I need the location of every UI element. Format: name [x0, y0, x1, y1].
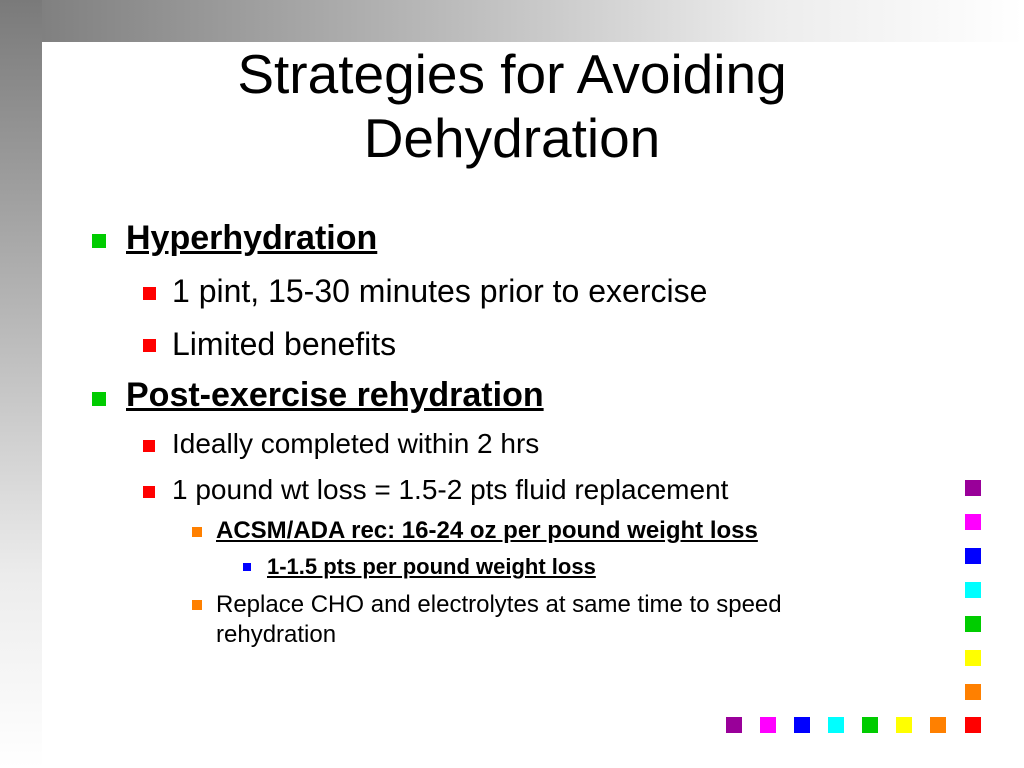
bullet-square-icon [192, 600, 202, 610]
decor-square-icon [965, 514, 981, 530]
decor-square-icon [965, 480, 981, 496]
bullet-square-icon [243, 563, 251, 571]
decor-square-icon [726, 717, 742, 733]
decor-square-icon [965, 548, 981, 564]
decor-square-icon [760, 717, 776, 733]
bullet-square-icon [143, 440, 155, 452]
slide-title-line-1: Strategies for Avoiding [237, 43, 787, 105]
decor-square-icon [965, 650, 981, 666]
bullet-pound-wt-loss: 1 pound wt loss = 1.5-2 pts fluid replacement [172, 474, 729, 505]
bullet-replace-cho-line-1: Replace CHO and electrolytes at same time to speed [216, 591, 782, 618]
decor-square-icon [965, 684, 981, 700]
bullet-post-exercise-rehydration: Post-exercise rehydration [126, 376, 544, 414]
bullet-square-icon [143, 486, 155, 498]
decor-square-icon [965, 582, 981, 598]
decor-square-icon [896, 717, 912, 733]
decor-square-icon [965, 717, 981, 733]
bullet-one-pint: 1 pint, 15-30 minutes prior to exercise [172, 273, 708, 309]
bullet-pts-per-pound: 1-1.5 pts per pound weight loss [267, 554, 596, 579]
bullet-square-icon [92, 234, 106, 248]
decor-square-icon [965, 616, 981, 632]
bullet-square-icon [143, 287, 156, 300]
bullet-limited-benefits: Limited benefits [172, 326, 397, 362]
bullet-acsm-ada-rec: ACSM/ADA rec: 16-24 oz per pound weight loss [216, 517, 758, 544]
bullet-replace-cho-line-2: rehydration [216, 621, 337, 648]
bullet-ideally-completed: Ideally completed within 2 hrs [172, 428, 540, 459]
decor-square-icon [930, 717, 946, 733]
bullet-square-icon [143, 339, 156, 352]
bullet-hyperhydration: Hyperhydration [126, 219, 378, 257]
slide-title-line-2: Dehydration [363, 107, 661, 169]
bullet-square-icon [192, 527, 202, 537]
decor-square-icon [828, 717, 844, 733]
decor-square-icon [794, 717, 810, 733]
bullet-replace-cho [216, 590, 782, 650]
bullet-square-icon [92, 392, 106, 406]
decor-square-icon [862, 717, 878, 733]
